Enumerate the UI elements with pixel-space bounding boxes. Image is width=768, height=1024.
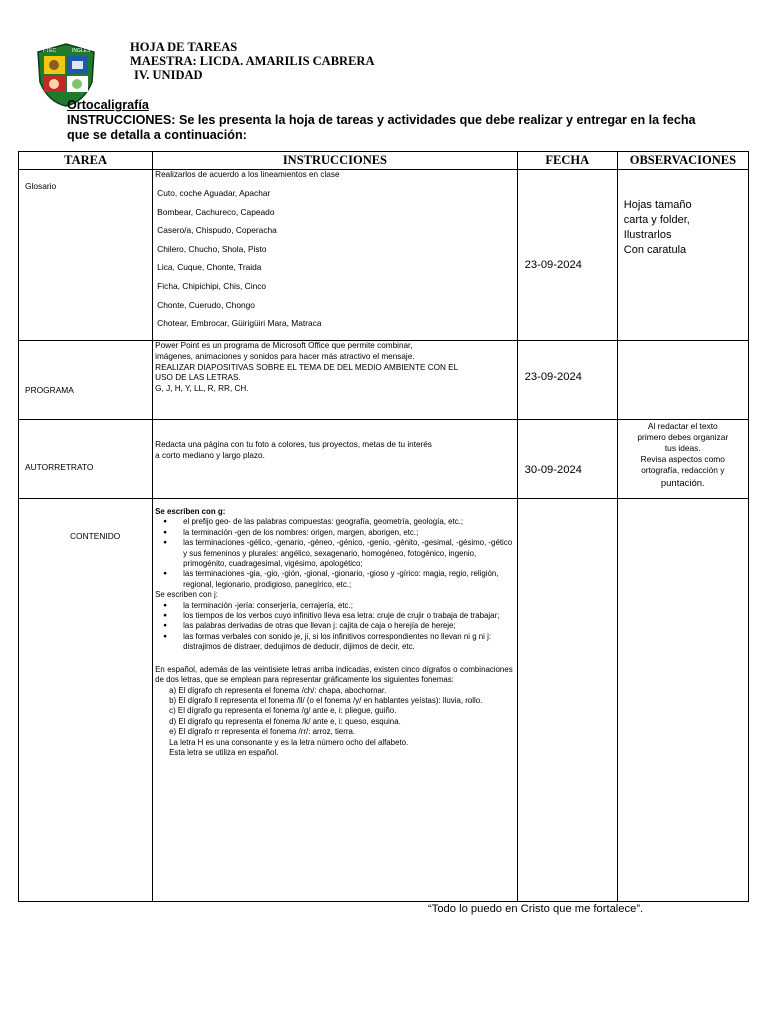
- glossary-line: Ficha, Chipichipi, Chis, Cinco: [157, 280, 267, 291]
- list-item: c) El dígrafo gu representa el fonema /g/ ante e, i: pliegue, guiño.: [169, 706, 397, 716]
- table-row: [19, 499, 749, 902]
- list-item: ● los tiempos de los verbos cuyo infinitivo lleva esa letra: cruje de crujir o trabaja de trabajar;: [183, 611, 512, 621]
- observation-line: tus ideas.: [664, 443, 701, 453]
- instruction-line: a corto mediano y largo plazo.: [155, 450, 265, 460]
- digraph-list: [155, 686, 512, 738]
- tasks-table: [18, 151, 749, 902]
- task-name: CONTENIDO: [70, 531, 121, 541]
- observation-line: carta y folder,: [623, 214, 690, 226]
- glossary-intro: Realizarlos de acuerdo a los lineamientos en clase: [155, 170, 340, 179]
- list-item: ● las terminaciones -gélico, -genario, -géneo, -génico, -genio, -génito, -gesimal, -gésimo, -gético y sus femeninos y plurales: angélico, sexagenario, homogéneo, fotogénico, ingenio, primogénito, cuadragesimal, vigésimo, apologético;: [183, 538, 512, 569]
- content-block: [153, 499, 516, 758]
- table-row: [19, 420, 749, 499]
- list-item: ● las palabras derivadas de otras que llevan j: cajita de caja o herejía de hereje;: [183, 621, 512, 631]
- glossary-line: Chilero, Chucho, Shola, Pisto: [157, 243, 267, 254]
- observation-line: Revisa aspectos como: [640, 454, 725, 464]
- table-row: [19, 341, 749, 420]
- logo-text-left: I-TEC: [43, 48, 57, 54]
- header-tarea: TAREA: [19, 152, 153, 170]
- list-item: d) El dígrafo qu representa el fonema /k/ ante e, i: queso, esquina.: [169, 716, 401, 726]
- observation-line: ortografía, redacción y: [641, 465, 725, 475]
- glossary-line: Chotear, Embrocar, Güirigüiri Mara, Matraca: [157, 318, 322, 329]
- table-header-row: [19, 152, 749, 170]
- task-name: AUTORRETRATO: [25, 462, 94, 472]
- instruction-line: Redacta una página con tu foto a colores, tus proyectos, metas de tu interés: [155, 440, 432, 449]
- h-letter-line: La letra H es una consonante y es la letra número ocho del alfabeto.: [169, 737, 409, 747]
- j-rules-title: Se escriben con j:: [155, 590, 218, 600]
- g-rules-title: Se escriben con g:: [155, 507, 226, 516]
- list-item: b) El dígrafo ll representa el fonema /ll/ (o el fonema /y/ en hablantes yeístas): lluvia, rollo.: [169, 695, 483, 705]
- observation-line: Con caratula: [623, 244, 687, 256]
- teacher-line: MAESTRA: LICDA. AMARILIS CABRERA: [130, 54, 375, 68]
- unit-line: IV. UNIDAD: [134, 68, 203, 82]
- glossary-line: Casero/a, Chispudo, Coperacha: [157, 225, 277, 236]
- digraph-intro: En español, además de las veintisiete letras arriba indicadas, existen cinco dígrafos o combinaciones de dos letras, que se emplean para representar gráficamente los siguientes fonemas:: [155, 664, 513, 685]
- due-date: 30-09-2024: [524, 464, 582, 476]
- glossary-line: Lica, Cuque, Chonte, Traida: [157, 262, 262, 273]
- table-row: [19, 170, 749, 341]
- header-fecha: FECHA: [517, 152, 617, 170]
- intro-block: [67, 98, 707, 143]
- header-instrucciones: INSTRUCCIONES: [153, 152, 517, 170]
- observation-line: Hojas tamaño: [623, 199, 692, 211]
- observation-line: puntación.: [660, 478, 705, 489]
- observation-line: Ilustrarlos: [623, 229, 672, 241]
- g-rules-list: [155, 517, 512, 590]
- list-item: ● las terminaciones -gia, -gio, -gión, -gional, -gionario, -gioso y -gírico: magia, regio, religión, regional, legionario, prodigioso, panegírico, etc.;: [183, 569, 512, 590]
- due-date: 23-09-2024: [524, 259, 582, 271]
- footer-quote: “Todo lo puedo en Cristo que me fortalece”.: [428, 903, 644, 915]
- list-item: ● la terminación -gen de los nombres: origen, margen, aborigen, etc.;: [183, 528, 512, 538]
- sheet-title: HOJA DE TAREAS: [130, 40, 238, 54]
- instruction-line: imágenes, animaciones y sonidos para hacer más atractivo el mensaje.: [155, 351, 415, 361]
- list-item: ● la terminación -jería: conserjería, cerrajería, etc.;: [183, 601, 512, 611]
- list-item: e) El dígrafo rr representa el fonema /rr/: arroz, tierra.: [169, 727, 356, 737]
- logo-text-right: INGLES: [72, 48, 91, 54]
- instruction-line: REALIZAR DIAPOSITIVAS SOBRE EL TEMA DE DEL MEDIO AMBIENTE CON EL: [155, 362, 459, 372]
- instruction-line: G, J, H, Y, LL, R, RR, CH.: [155, 384, 249, 394]
- task-name: PROGRAMA: [25, 385, 74, 395]
- glossary-line: Bombear, Cachureco, Capeado: [157, 206, 275, 217]
- h-letter-line: Esta letra se utiliza en español.: [169, 747, 279, 757]
- header-observaciones: OBSERVACIONES: [617, 152, 748, 170]
- due-date: 23-09-2024: [524, 371, 582, 383]
- list-item: ● el prefijo geo- de las palabras compuestas: geografía, geometría, geología, etc.;: [183, 517, 512, 527]
- j-rules-list: [155, 601, 512, 653]
- instruction-line: USO DE LAS LETRAS.: [155, 373, 241, 383]
- glossary-line: Chonte, Cuerudo, Chongo: [157, 299, 255, 310]
- subject-title: Ortocaligrafía: [67, 98, 149, 112]
- header-block: [130, 40, 374, 82]
- list-item: a) El dígrafo ch representa el fonema /ch/: chapa, abochornar.: [169, 685, 387, 695]
- observations: [620, 421, 746, 489]
- task-name: Glosario: [25, 181, 57, 191]
- observation-line: Al redactar el texto: [647, 421, 718, 431]
- list-item: ● las formas verbales con sonido je, ji, si los infinitivos correspondientes no llevan ni g ni j: distrajimos de distraer, dedujimos de deducir, dijimos de decir, etc.: [183, 632, 512, 653]
- observations: [624, 198, 692, 258]
- instructions-text: INSTRUCCIONES: Se les presenta la hoja de tareas y actividades que debe realizar y entregar en la fecha que se detalla a continuación:: [67, 113, 696, 142]
- instruction-line: Power Point es un programa de Microsoft Office que permite combinar,: [155, 341, 413, 350]
- observation-line: primero debes organizar: [637, 432, 729, 442]
- glossary-line: Cuto, coche Aguadar, Apachar: [157, 188, 271, 198]
